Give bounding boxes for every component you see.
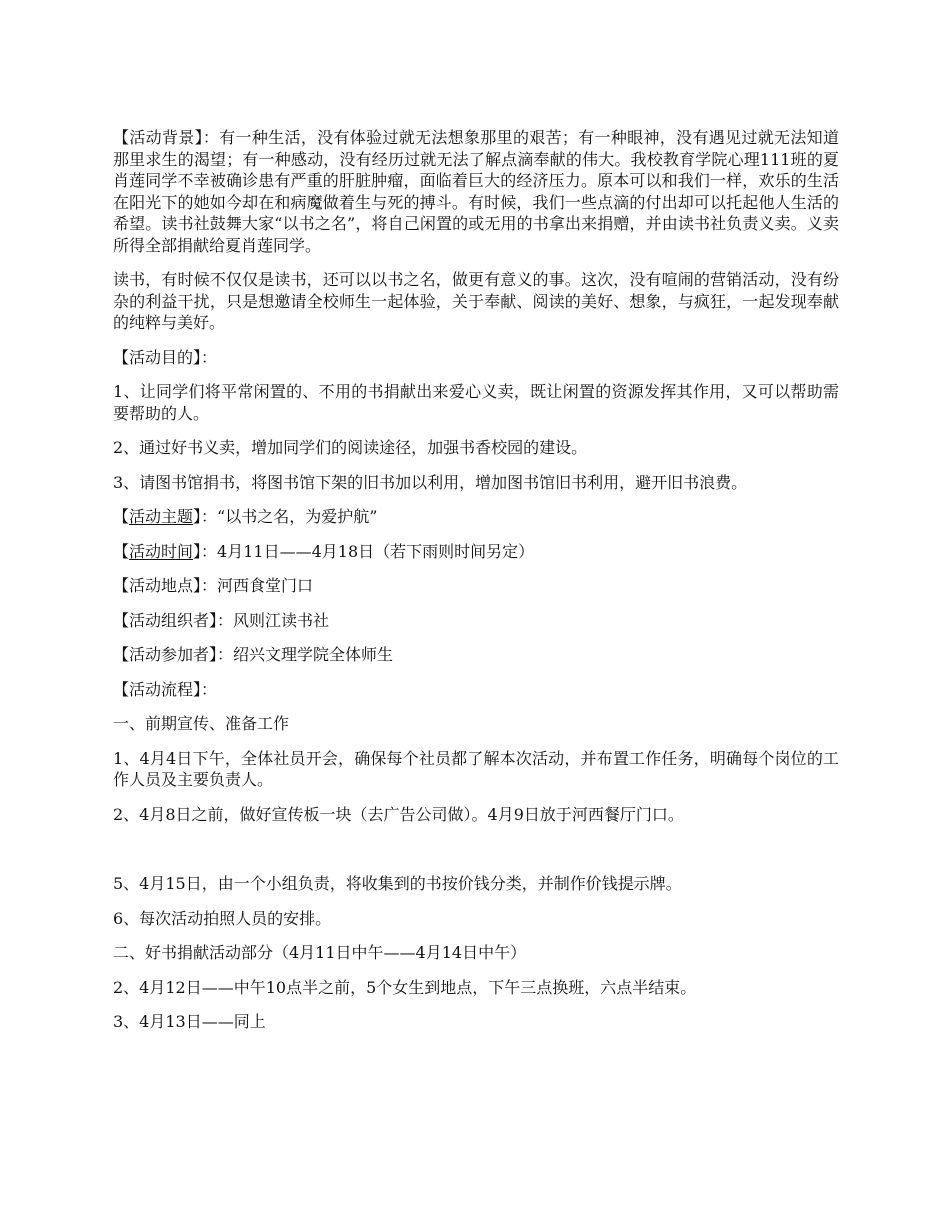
section-1-title: 一、前期宣传、准备工作 — [113, 714, 290, 733]
organizer-line: 【活动组织者】：风则江读书社 — [113, 610, 330, 630]
time-bracket-close: 】： — [193, 541, 218, 561]
time-value: 4月11日——4月18日（若下雨则时间另定） — [217, 541, 535, 561]
time-label: 活动时间 — [129, 541, 194, 561]
theme-label: 活动主题 — [129, 507, 194, 526]
section-1-step-5: 5、4月15日，由一个小组负责，将收集到的书按价钱分类，并制作价钱提示牌。 — [113, 874, 682, 893]
blank-gap — [113, 838, 839, 873]
theme-bracket-close: 】： — [193, 507, 218, 526]
process-heading: 【活动流程】： — [113, 679, 218, 699]
reading-paragraph: 读书，有时候不仅仅是读书，还可以以书之名，做更有意义的事。这次，没有喧闹的营销活动，没有纷杂的利益干扰，只是想邀请全校师生一起体验，关于奉献、阅读的美好、想象，与疯狂，一起发现奉献的纯粹与美好。 — [113, 270, 839, 332]
section-1-step-6: 6、每次活动拍照人员的安排。 — [113, 908, 332, 928]
background-paragraph: 【活动背景】：有一种生活，没有体验过就无法想象那里的艰苦；有一种眼神，没有遇见过就无法知道那里求生的渴望；有一种感动，没有经历过就无法了解点滴奉献的伟大。我校教育学院心理111班的夏肖莲同学不幸被确诊患有严重的肝脏肿瘤，面临着巨大的经济压力。原本可以和我们一样，欢乐的生活在阳光下的她如今却在和病魔做着生与死的搏斗。有时候，我们一些点滴的付出却可以托起他人生活的希望。读书社鼓舞大家“以书之名”，将自己闲置的或无用的书拿出来捐赠，并由读书社负责义卖。义卖所得全部捐献给夏肖莲同学。 — [113, 128, 839, 255]
purpose-item-2: 2、通过好书义卖，增加同学们的阅读途径，加强书香校园的建设。 — [113, 438, 588, 457]
section-1-step-1: 1、4月4日下午，全体社员开会，确保每个社员都了解本次活动，并布置工作任务，明确每个岗位的工作人员及主要负责人。 — [113, 748, 839, 789]
section-2-step-3: 3、4月13日——同上 — [113, 1012, 266, 1031]
theme-line — [113, 506, 839, 528]
section-2-title: 二、好书捐献活动部分（4月11日中午——4月14日中午） — [113, 943, 527, 962]
theme-value: “以书之名，为爱护航” — [217, 507, 378, 526]
location-line: 【活动地点】：河西食堂门口 — [113, 576, 314, 595]
purpose-item-3: 3、请图书馆捐书，将图书馆下架的旧书加以利用，增加图书馆旧书利用，避开旧书浪费。 — [113, 472, 748, 492]
time-bracket-open: 【 — [113, 541, 130, 561]
section-1-step-2: 2、4月8日之前，做好宣传板一块（去广告公司做）。4月9日放于河西餐厅门口。 — [113, 804, 684, 824]
purpose-heading: 【活动目的】： — [113, 347, 218, 367]
purpose-item-1: 1、让同学们将平常闲置的、不用的书捐献出来爱心义卖，既让闲置的资源发挥其作用，又可以帮助需要帮助的人。 — [113, 382, 839, 423]
section-2-step-2: 2、4月12日——中午10点半之前，5个女生到地点，下午三点换班，六点半结束。 — [113, 977, 697, 997]
theme-bracket-open: 【 — [113, 507, 130, 526]
participants-line: 【活动参加者】：绍兴文理学院全体师生 — [113, 645, 394, 664]
document-body — [113, 127, 839, 1046]
time-line — [113, 541, 839, 563]
